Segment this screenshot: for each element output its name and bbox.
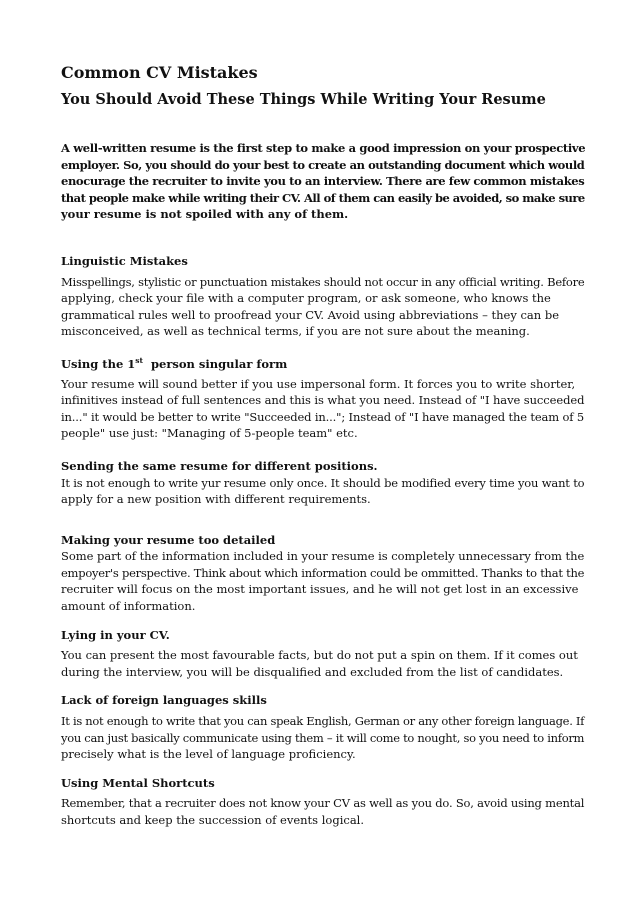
section-heading: Linguistic Mistakes [61, 253, 188, 268]
body-line: shortcuts and keep the succession of events logical. [61, 813, 365, 827]
section-lying [61, 627, 586, 681]
heading-text: person singular form [142, 356, 288, 371]
body-line: applying, check your file with a computer program, or ask someone, who knows the [61, 291, 551, 306]
intro-line: that people make while writing their CV. All of them can easily be avoided, so make sure [61, 190, 585, 205]
section-heading: Sending the same resume for different positions. [61, 458, 378, 473]
body-line: Your resume will sound better if you use impersonal form. It forces you to write shorter, [61, 376, 576, 391]
body-line: infinitives instead of full sentences and this is what you need. Instead of "I have succeeded [61, 393, 585, 408]
body-line: amount of information. [61, 599, 196, 614]
body-line: you can just basically communicate using them – it will come to nought, so you need to inform [61, 730, 585, 745]
heading-text: Using the 1 [61, 356, 136, 371]
section-body [61, 548, 586, 614]
intro-paragraph [61, 140, 586, 223]
body-line: during the interview, you will be disqualified and excluded from the list of candidates. [61, 664, 564, 679]
section-heading: Making your resume too detailed [61, 532, 276, 547]
section-heading: Lying in your CV. [61, 627, 170, 642]
section-body [61, 376, 586, 442]
body-line: Remember, that a recruiter does not know your CV as well as you do. So, avoid using mental [61, 796, 585, 811]
document-title: Common CV Mistakes [61, 63, 258, 82]
section-foreign-languages [61, 692, 586, 762]
body-line: It is not enough to write that you can speak English, German or any other foreign language. If [61, 714, 585, 729]
body-line: apply for a new position with different requirements. [61, 492, 371, 507]
intro-line: employer. So, you should do your best to create an outstanding document which would [61, 157, 585, 172]
section-heading: Using Mental Shortcuts [61, 775, 215, 790]
body-line: Some part of the information included in your resume is completely unnecessary from the [61, 549, 585, 564]
body-line: Misspellings, stylistic or punctuation mistakes should not occur in any official writing. Before [61, 274, 585, 289]
intro-line: your resume is not spoiled with any of them. [61, 207, 349, 222]
body-line: grammatical rules well to proofread your CV. Avoid using abbreviations – they can be [61, 307, 560, 322]
body-line: empoyer's perspective. Think about which information could be ommitted. Thanks to that the [61, 565, 585, 580]
document-content [61, 62, 586, 829]
heading-superscript: st [135, 356, 143, 366]
intro-line: A well-written resume is the first step to make a good impression on your prospective [61, 141, 586, 155]
section-heading [61, 356, 586, 373]
section-mental-shortcuts [61, 775, 586, 829]
section-first-person-form [61, 356, 586, 442]
body-line: It is not enough to write yur resume only once. It should be modified every time you want to [61, 475, 585, 490]
section-body [61, 475, 586, 508]
section-body [61, 647, 586, 680]
section-same-resume [61, 458, 586, 508]
section-linguistic-mistakes [61, 253, 586, 340]
section-body [61, 795, 586, 828]
intro-line: enocurage the recruiter to invite you to an interview. There are few common mistakes [61, 174, 585, 189]
body-line: in..." it would be better to write "Succeeded in..."; Instead of "I have managed the team of 5 [61, 409, 585, 424]
body-line: people" use just: "Managing of 5-people team" etc. [61, 426, 358, 441]
section-heading: Lack of foreign languages skills [61, 693, 267, 708]
section-body [61, 274, 586, 340]
section-too-detailed [61, 532, 586, 615]
body-line: misconceived, as well as technical terms, if you are not sure about the meaning. [61, 324, 530, 339]
document-subtitle: You Should Avoid These Things While Writing Your Resume [61, 91, 546, 108]
body-line: You can present the most favourable facts, but do not put a spin on them. If it comes out [61, 648, 578, 663]
body-line: recruiter will focus on the most important issues, and he will not get lost in an excessive [61, 582, 579, 597]
section-body [61, 713, 586, 763]
body-line: precisely what is the level of language proficiency. [61, 747, 356, 762]
